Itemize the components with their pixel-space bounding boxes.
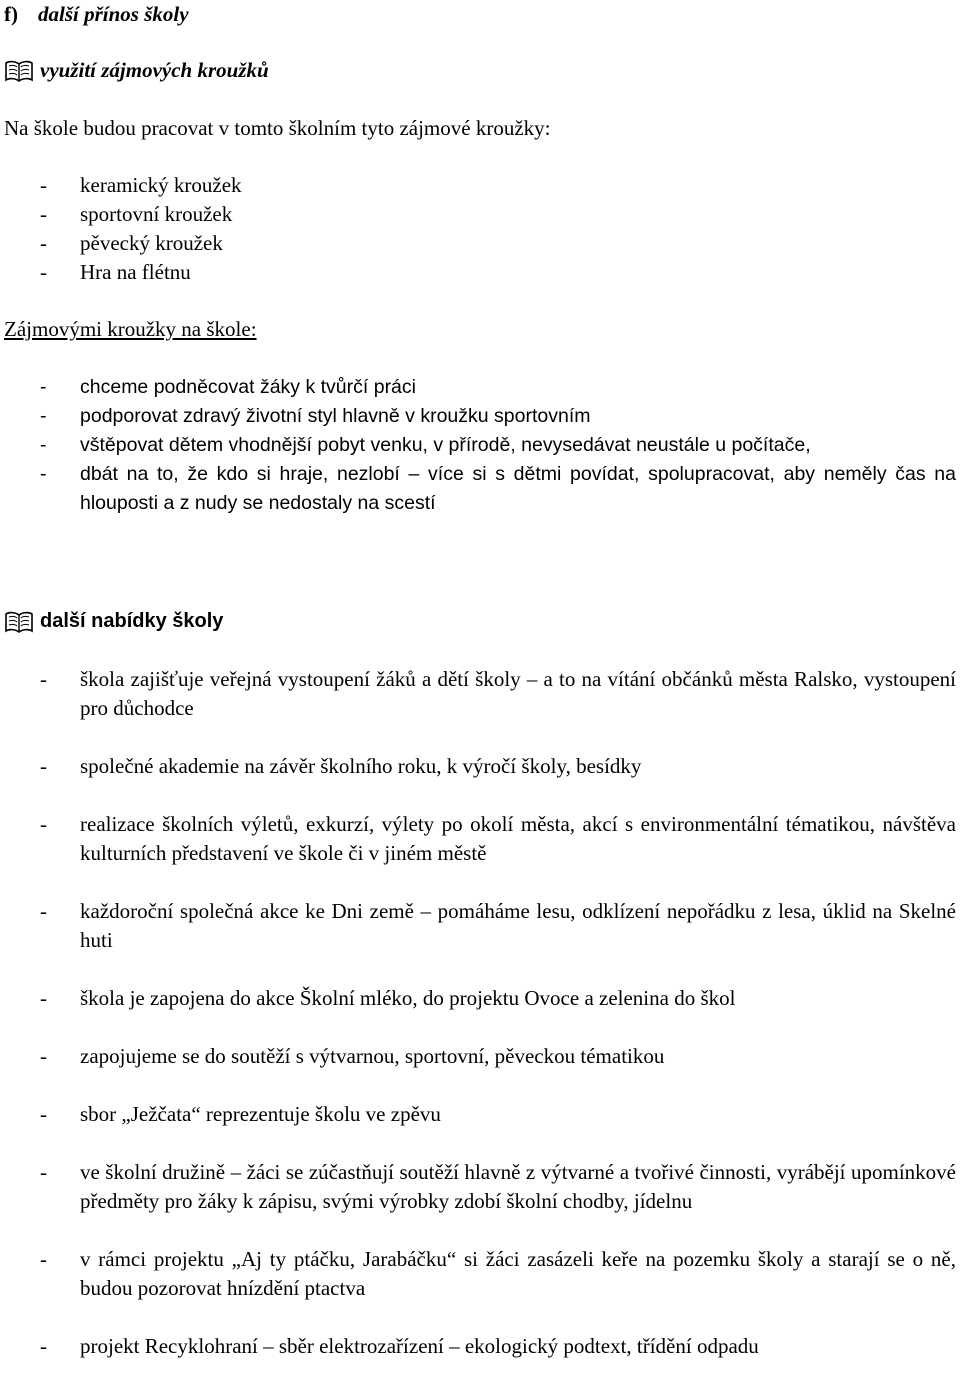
clubs-list [4,171,956,287]
section-offers-heading [4,607,223,636]
list-item: - chceme podněcovat žáky k tvůrčí práci [40,376,416,398]
list-item: - keramický kroužek [40,173,242,197]
book-icon [4,610,34,634]
section-clubs-title: využití zájmových kroužků [40,58,269,82]
heading-title: další přínos školy [38,2,189,26]
list-item: - pěvecký kroužek [40,231,223,255]
section-clubs-heading [4,56,269,85]
list-item: - škola je zapojena do akce Školní mléko, do projektu Ovoce a zelenina do škol [40,986,736,1010]
list-item: - zapojujeme se do soutěží s výtvarnou, sportovní, pěveckou tématikou [40,1044,665,1068]
clubs-intro: Na škole budou pracovat v tomto školním tyto zájmové kroužky: [4,116,551,140]
section-offers-title: další nabídky školy [40,610,224,632]
list-item: - vštěpovat dětem vhodnější pobyt venku, v přírodě, nevysedávat neustále u počítače, [40,434,811,456]
list-item: - škola zajišťuje veřejná vystoupení žáků a dětí školy – a to na vítání občánků města Ralsko, vystoupení pro důchodce [40,667,956,720]
list-item: - projekt Recyklohraní – sběr elektrozařízení – ekologický podtext, třídění odpadu [40,1334,759,1358]
list-item: - sbor „Ježčata“ reprezentuje školu ve zpěvu [40,1102,441,1126]
goals-title: Zájmovými kroužky na škole: [4,317,257,341]
list-item: - v rámci projektu „Aj ty ptáčku, Jarabáčku“ si žáci zasázeli keře na pozemku školy a starají se o ně, budou pozorovat hnízdění ptactva [40,1247,956,1300]
book-icon [4,59,34,83]
heading-label: f) [4,2,18,26]
list-item: - sportovní kroužek [40,202,233,226]
section-heading [4,0,189,29]
list-item: - podporovat zdravý životní styl hlavně v kroužku sportovním [40,405,591,427]
list-item: - Hra na flétnu [40,260,191,284]
list-item: - dbát na to, že kdo si hraje, nezlobí – více si s dětmi povídat, spolupracovat, aby neměly čas na hlouposti a z nudy se nedostaly na scestí [40,463,956,514]
list-item: - společné akademie na závěr školního roku, k výročí školy, besídky [40,754,642,778]
goals-list [4,373,956,518]
offers-list [4,665,956,1390]
list-item: - ve školní družině – žáci se zúčastňují soutěží hlavně z výtvarné a tvořivé činnosti, vyrábějí upomínkové předměty pro žáky k zápisu, svými výrobky zdobí školní chodby, jídelnu [40,1160,956,1213]
list-item: - každoroční společná akce ke Dni země – pomáháme lesu, odklízení nepořádku z lesa, úklid na Skelné huti [40,899,956,952]
list-item: - realizace školních výletů, exkurzí, výlety po okolí města, akcí s environmentální tématikou, návštěva kulturních představení ve škole či v jiném městě [40,812,956,865]
